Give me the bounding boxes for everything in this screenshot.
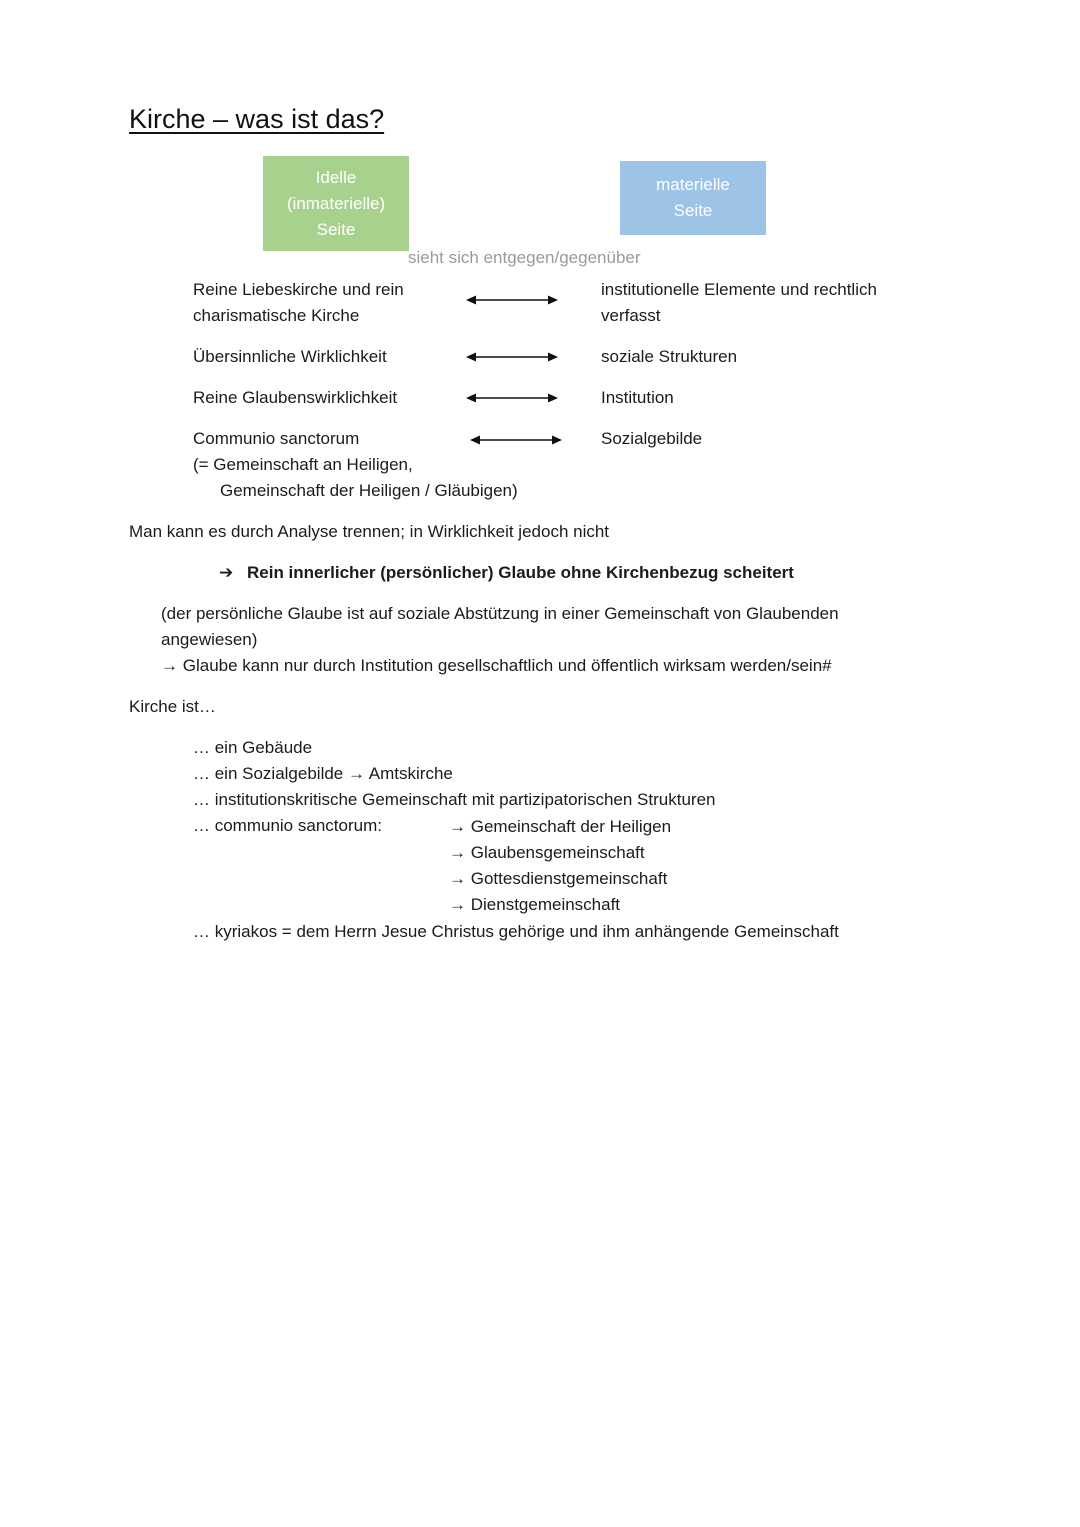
communio-sub-text-4: Dienstgemeinschaft — [470, 895, 621, 914]
arrow-right-icon: → — [449, 817, 466, 836]
kirche-ist-item-1: … ein Gebäude — [193, 738, 313, 757]
comparison-left-2: Übersinnliche Wirklichkeit — [193, 347, 387, 366]
bold-arrow-icon: ➔ — [219, 563, 234, 582]
kirche-ist-heading: Kirche ist… — [129, 697, 216, 716]
comparison-left-4 — [193, 426, 518, 504]
kirche-ist-item-5: … kyriakos = dem Herrn Jesue Christus gehörige und ihm anhängende Gemeinschaft — [193, 922, 839, 941]
communio-sub-item-2 — [449, 840, 671, 866]
arrow-right-icon: → — [449, 843, 466, 862]
communio-sub-text-2: Glaubensgemeinschaft — [470, 843, 645, 862]
communio-sub-item-3 — [449, 866, 671, 892]
analysis-note: Man kann es durch Analyse trennen; in Wirklichkeit jedoch nicht — [129, 522, 610, 541]
comparison-left-4-line-2: (= Gemeinschaft an Heiligen, — [193, 455, 413, 474]
communio-sub-item-4 — [449, 892, 671, 918]
double-arrow-icon — [466, 349, 558, 365]
kirche-ist-item-2-target: Amtskirche — [368, 764, 453, 783]
ideal-side-box — [263, 156, 409, 251]
explanation-arrow-text: Glaube kann nur durch Institution gesellschaftlich und öffentlich wirksam werden/sein# — [182, 656, 832, 675]
kirche-ist-item-2 — [193, 761, 715, 787]
explanation — [161, 601, 839, 679]
comparison-right-1 — [601, 277, 877, 329]
ideal-box-line-3: Seite — [316, 219, 356, 239]
communio-sub-text-3: Gottesdienstgemeinschaft — [470, 869, 668, 888]
page-title: Kirche – was ist das? — [129, 104, 385, 134]
arrow-right-icon: → — [348, 764, 365, 783]
kirche-ist-item-2-text: … ein Sozialgebilde — [193, 764, 344, 783]
comparison-right-4: Sozialgebilde — [601, 429, 703, 448]
material-box-line-2: Seite — [673, 201, 713, 220]
arrow-right-icon: → — [449, 869, 466, 888]
ideal-box-line-2: (inmaterielle) — [286, 193, 386, 213]
explanation-line-2: angewiesen) — [161, 630, 258, 649]
comparison-left-1-line-2: charismatische Kirche — [193, 306, 360, 325]
material-side-box — [620, 161, 766, 235]
kirche-ist-item-4: … communio sanctorum: — [193, 816, 382, 835]
comparison-right-1-line-2: verfasst — [601, 306, 661, 325]
communio-sublist — [449, 814, 671, 918]
conclusion-text: Rein innerlicher (persönlicher) Glaube ohne Kirchenbezug scheitert — [247, 563, 794, 582]
comparison-left-3: Reine Glaubenswirklichkeit — [193, 388, 398, 407]
comparison-left-4-line-3: Gemeinschaft der Heiligen / Gläubigen) — [220, 481, 518, 500]
double-arrow-icon — [466, 292, 558, 308]
ideal-box-line-1: Idelle — [315, 167, 357, 187]
double-arrow-icon — [466, 390, 558, 406]
comparison-right-2: soziale Strukturen — [601, 347, 738, 366]
arrow-right-icon: → — [449, 895, 466, 914]
comparison-right-1-line-1: institutionelle Elemente und rechtlich — [601, 280, 877, 299]
connector-text: sieht sich entgegen/gegenüber — [408, 248, 641, 267]
kirche-ist-item-3: … institutionskritische Gemeinschaft mit partizipatorischen Strukturen — [193, 790, 716, 809]
explanation-arrow-line — [161, 653, 839, 679]
comparison-left-1 — [193, 277, 404, 329]
explanation-line-1: (der persönliche Glaube ist auf soziale Abstützung in einer Gemeinschaft von Glaubenden — [161, 604, 839, 623]
arrow-right-icon: → — [161, 656, 178, 675]
comparison-right-3: Institution — [601, 388, 674, 407]
material-box-line-1: materielle — [656, 175, 730, 194]
communio-sub-text-1: Gemeinschaft der Heiligen — [470, 817, 672, 836]
double-arrow-icon — [470, 432, 562, 448]
comparison-left-1-line-1: Reine Liebeskirche und rein — [193, 280, 404, 299]
conclusion — [219, 560, 794, 586]
comparison-left-4-line-1: Communio sanctorum — [193, 429, 360, 448]
communio-sub-item-1 — [449, 814, 671, 840]
